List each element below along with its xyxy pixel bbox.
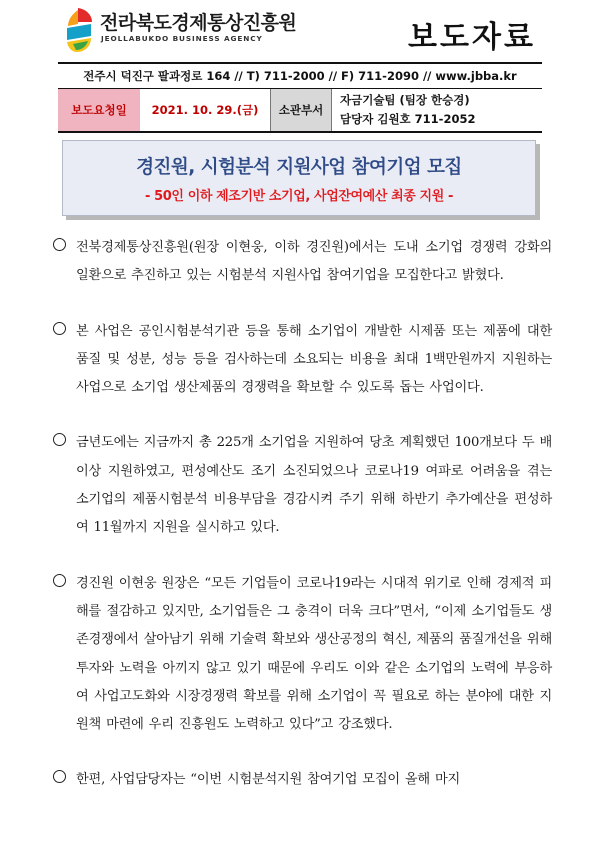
paragraph	[52, 766, 552, 794]
department-label: 소관부서	[271, 89, 332, 131]
paragraph	[52, 570, 552, 740]
agency-logo-icon	[64, 6, 94, 54]
request-date-label: 보도요청일	[58, 89, 140, 131]
org-name-en: JEOLLABUKDO BUSINESS AGENCY	[101, 34, 263, 43]
article-body	[52, 234, 552, 822]
org-name-ko: 전라북도경제통상진흥원	[100, 12, 297, 34]
circle-bullet-icon	[53, 770, 66, 783]
headline-box	[62, 140, 536, 216]
info-table	[58, 89, 542, 133]
request-date: 2021. 10. 29.(금)	[140, 89, 271, 131]
department-contact	[332, 89, 542, 131]
paragraph	[52, 429, 552, 542]
contact-bar: 전주시 덕진구 팔과정로 164 // T) 711-2000 // F) 711-2090 // www.jbba.kr	[58, 62, 542, 89]
paragraph	[52, 318, 552, 403]
subheadline: - 50인 이하 제조기반 소기업, 사업잔여예산 최종 지원 -	[145, 189, 453, 204]
paragraph-text: 금년도에는 지금까지 총 225개 소기업을 지원하여 당초 계획했던 100개보다 두 배 이상 지원하였고, 편성예산도 조기 소진되었으나 코로나19 여파로 어려움을 겪는 소기업의 제품시험분석 비용부담을 경감시켜 주기 위해 하반기 추가예산을 편성하여 11월까지 지원을 실시하고 있다.	[76, 435, 552, 536]
circle-bullet-icon	[53, 322, 66, 335]
circle-bullet-icon	[53, 433, 66, 446]
circle-bullet-icon	[53, 574, 66, 587]
paragraph-text: 본 사업은 공인시험분석기관 등을 통해 소기업이 개발한 시제품 또는 제품에 대한 품질 및 성분, 성능 등을 검사하는데 소요되는 비용을 최대 1백만원까지 지원하는 사업으로 소기업 생산제품의 경쟁력을 확보할 수 있도록 돕는 사업이다.	[76, 323, 552, 396]
manager-contact: 담당자 김원호 711-2052	[340, 112, 476, 126]
paragraph-text: 경진원 이현웅 원장은 “모든 기업들이 코로나19라는 시대적 위기로 인해 경제적 피해를 절감하고 있지만, 소기업들은 그 충격이 더욱 크다”면서, “이제 소기업들도 생존경쟁에서 살아남기 위해 기술력 확보와 생산공정의 혁신, 제품의 품질개선을 위해 투자와 노력을 아끼지 않고 있기 때문에 우리도 이와 같은 소기업의 노력에 부응하여 사업고도화와 시장경쟁력 확보를 위해 소기업이 꼭 필요로 하는 분야에 대한 지원책 마련에 우리 진흥원도 노력하고 있다”고 강조했다.	[76, 575, 552, 733]
circle-bullet-icon	[53, 238, 66, 251]
paragraph	[52, 234, 552, 291]
team-name: 자금기술팀 (팀장 한승경)	[340, 93, 470, 107]
paragraph-text: 전북경제통상진흥원(원장 이현웅, 이하 경진원)에서는 도내 소기업 경쟁력 강화의 일환으로 추진하고 있는 시험분석 지원사업 참여기업을 모집한다고 밝혔다.	[76, 240, 552, 284]
headline: 경진원, 시험분석 지원사업 참여기업 모집	[136, 157, 462, 178]
header	[0, 0, 600, 62]
paragraph-text: 한편, 사업담당자는 “이번 시험분석지원 참여기업 모집이 올해 마지	[76, 772, 461, 788]
doc-type-title: 보도자료	[408, 20, 536, 55]
